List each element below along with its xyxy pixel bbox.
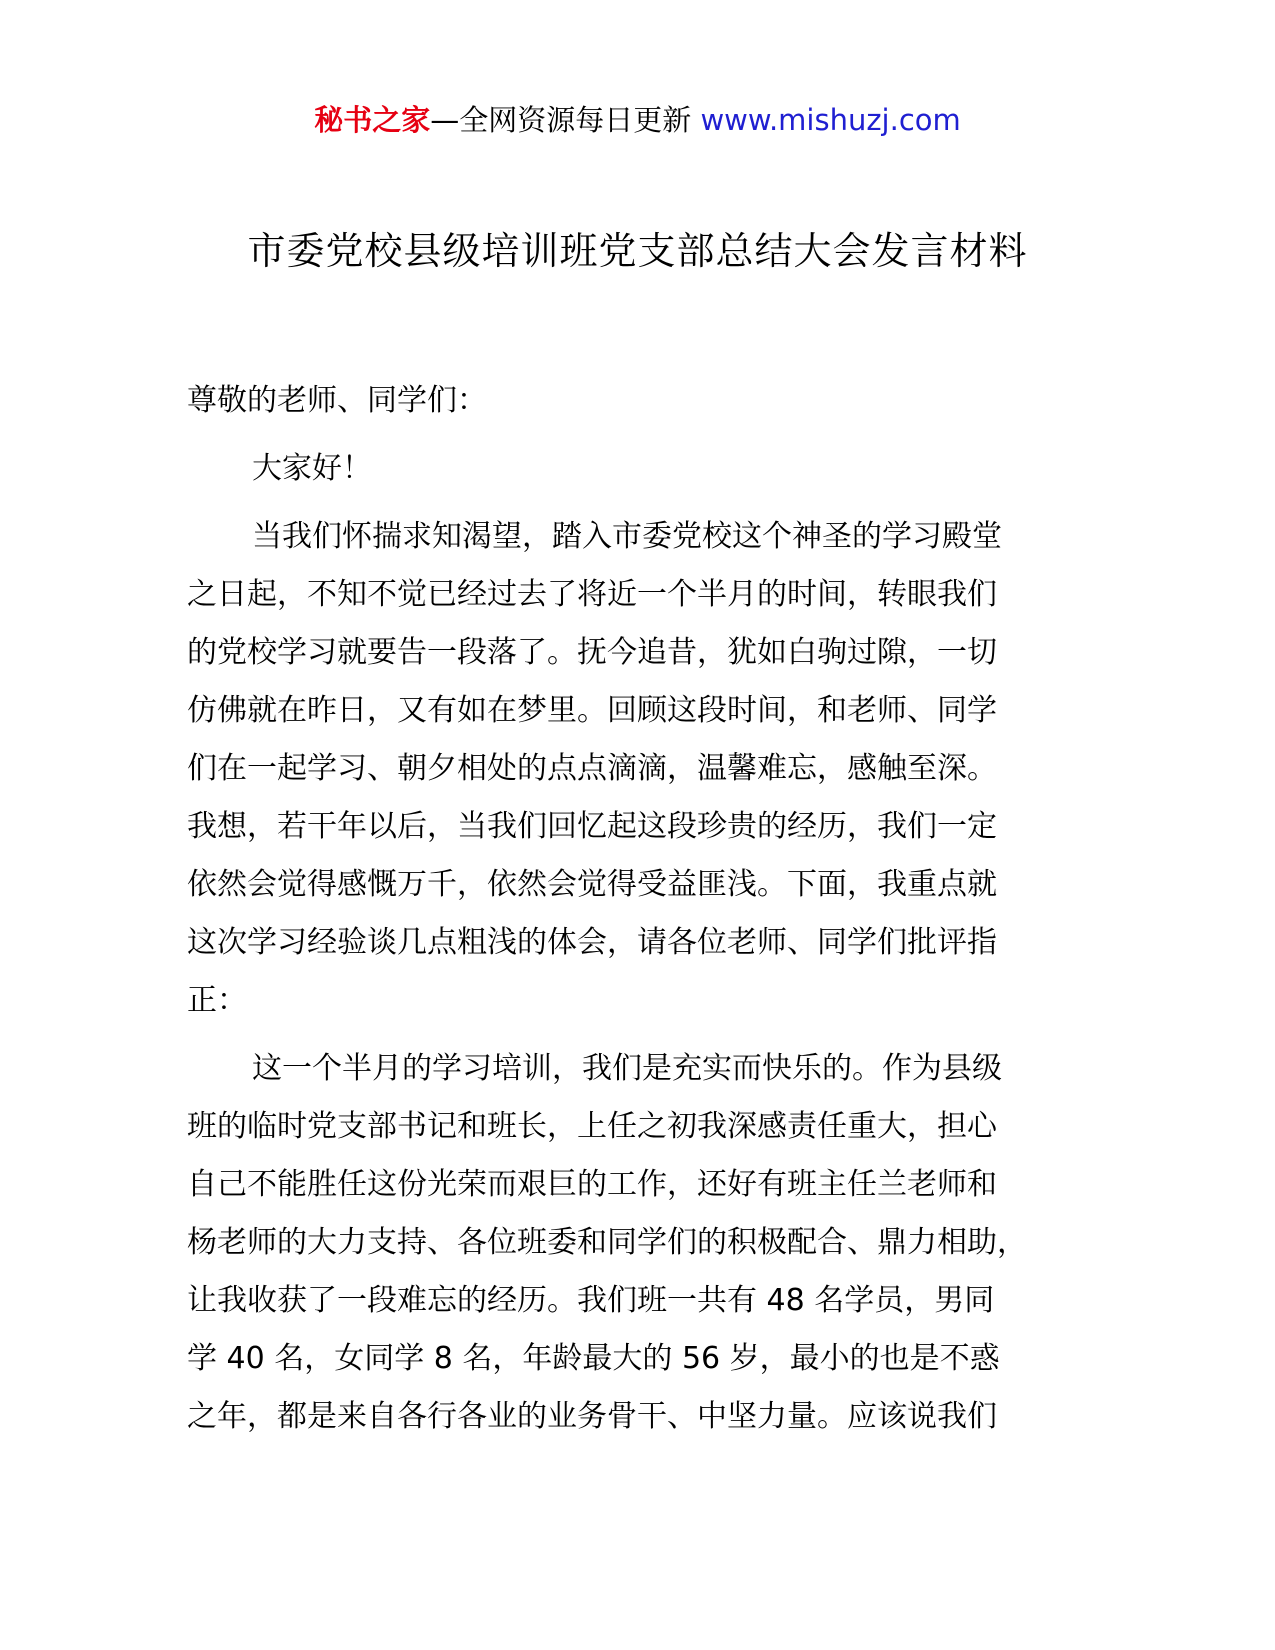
document-title: 市委党校县级培训班党支部总结大会发言材料 <box>247 229 1028 273</box>
text-line: 班的临时党支部书记和班长，上任之初我深感责任重大，担心 <box>187 1109 997 1144</box>
paragraph-2 <box>187 1040 1117 1446</box>
text-line: 之年，都是来自各行各业的业务骨干、中坚力量。应该说我们 <box>187 1399 997 1434</box>
site-url-link[interactable]: www.mishuzj.com <box>700 103 961 137</box>
text-line: 学 40 名，女同学 8 名，年龄最大的 56 岁，最小的也是不惑 <box>187 1341 1000 1376</box>
text-line: 这次学习经验谈几点粗浅的体会，请各位老师、同学们批评指 <box>187 925 997 960</box>
document-body <box>187 372 1117 1446</box>
text-line: 自己不能胜任这份光荣而艰巨的工作，还好有班主任兰老师和 <box>187 1167 997 1202</box>
salutation: 尊敬的老师、同学们： <box>187 383 487 418</box>
text-line: 正： <box>187 983 247 1018</box>
text-line: 们在一起学习、朝夕相处的点点滴滴，温馨难忘，感触至深。 <box>187 751 997 786</box>
text-line: 杨老师的大力支持、各位班委和同学们的积极配合、鼎力相助， <box>187 1225 1027 1260</box>
text-line: 依然会觉得感慨万千，依然会觉得受益匪浅。下面，我重点就 <box>187 867 997 902</box>
text-line: 的党校学习就要告一段落了。抚今追昔，犹如白驹过隙，一切 <box>187 635 997 670</box>
paragraph-1 <box>187 508 1117 1030</box>
text-line: 仿佛就在昨日，又有如在梦里。回顾这段时间，和老师、同学 <box>187 693 997 728</box>
text-line: 当我们怀揣求知渴望，踏入市委党校这个神圣的学习殿堂 <box>252 519 1002 554</box>
brand-name: 秘书之家 <box>314 103 431 137</box>
greeting: 大家好！ <box>252 451 372 486</box>
site-header <box>0 100 1275 140</box>
text-line: 我想，若干年以后，当我们回忆起这段珍贵的经历，我们一定 <box>187 809 997 844</box>
text-line: 这一个半月的学习培训，我们是充实而快乐的。作为县级 <box>252 1051 1002 1086</box>
text-line: 之日起，不知不觉已经过去了将近一个半月的时间，转眼我们 <box>187 577 997 612</box>
text-line: 让我收获了一段难忘的经历。我们班一共有 48 名学员，男同 <box>187 1283 995 1318</box>
header-slogan: —全网资源每日更新 <box>430 103 692 137</box>
